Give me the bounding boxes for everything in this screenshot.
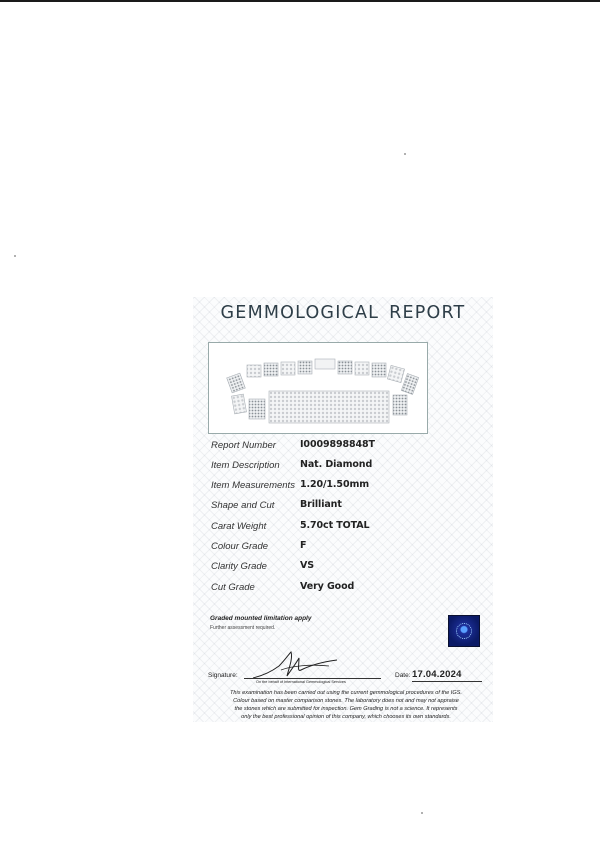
field-row-colour-grade — [211, 541, 481, 557]
signature-label: Signature: — [208, 672, 238, 679]
field-row-item-measurements — [211, 480, 481, 496]
disclaimer-line: only the best professional opinion of this company, which chooses its own standards. — [241, 714, 451, 720]
field-label: Clarity Grade — [211, 561, 267, 572]
field-row-carat-weight — [211, 521, 481, 537]
field-label: Report Number — [211, 440, 276, 451]
field-label: Item Description — [211, 460, 280, 471]
field-row-item-description — [211, 460, 481, 476]
field-value: Very Good — [300, 581, 355, 592]
field-value: I0009898848T — [300, 439, 375, 450]
field-value: F — [300, 540, 307, 551]
field-row-cut-grade — [211, 582, 481, 598]
scan-speck — [421, 812, 423, 814]
date-value: 17.04.2024 — [412, 669, 462, 680]
field-value: Nat. Diamond — [300, 459, 373, 470]
signature-caption: On the behalf of International Gemmological Services — [256, 680, 346, 684]
disclaimer-line: Colour based on master comparison stones. The laboratory does not and may not appraise — [233, 698, 459, 704]
gemmological-report-card — [193, 297, 493, 722]
certification-section — [201, 600, 491, 720]
disclaimer-text — [201, 689, 491, 721]
field-value: 1.20/1.50mm — [300, 479, 370, 490]
disclaimer-line: This examination has been carried out using the current gemmological procedures of the IGS. — [230, 690, 462, 696]
field-label: Carat Weight — [211, 521, 267, 532]
handwritten-signature — [251, 648, 341, 680]
field-value: VS — [300, 560, 314, 571]
date-line — [412, 681, 482, 682]
scan-speck — [404, 153, 406, 155]
signature-line — [244, 678, 381, 679]
disclaimer-line: the stones which are submitted for inspection. Gem Grading is not a science. It represents — [234, 706, 458, 712]
report-title — [193, 303, 493, 323]
field-value: Brilliant — [300, 499, 342, 510]
page-top-border — [0, 0, 600, 2]
field-value: 5.70ct TOTAL — [300, 520, 370, 531]
field-label: Shape and Cut — [211, 500, 275, 511]
security-hologram-icon — [448, 615, 480, 647]
bracelet-illustration — [209, 343, 427, 433]
bracelet-photo — [208, 342, 428, 434]
scan-speck — [14, 255, 16, 257]
field-label: Cut Grade — [211, 582, 255, 593]
limitation-note: Graded mounted limitation apply — [210, 615, 312, 622]
field-row-report-number — [211, 440, 481, 456]
further-assessment-note: Further assessment required. — [210, 625, 276, 631]
field-row-clarity-grade — [211, 561, 481, 577]
field-label: Item Measurements — [211, 480, 295, 491]
field-row-shape-and-cut — [211, 500, 481, 516]
field-label: Colour Grade — [211, 541, 269, 552]
date-label: Date: — [395, 672, 411, 679]
report-title-part1: GEMMOLOGICAL — [220, 303, 380, 323]
report-title-part2: REPORT — [389, 303, 466, 323]
